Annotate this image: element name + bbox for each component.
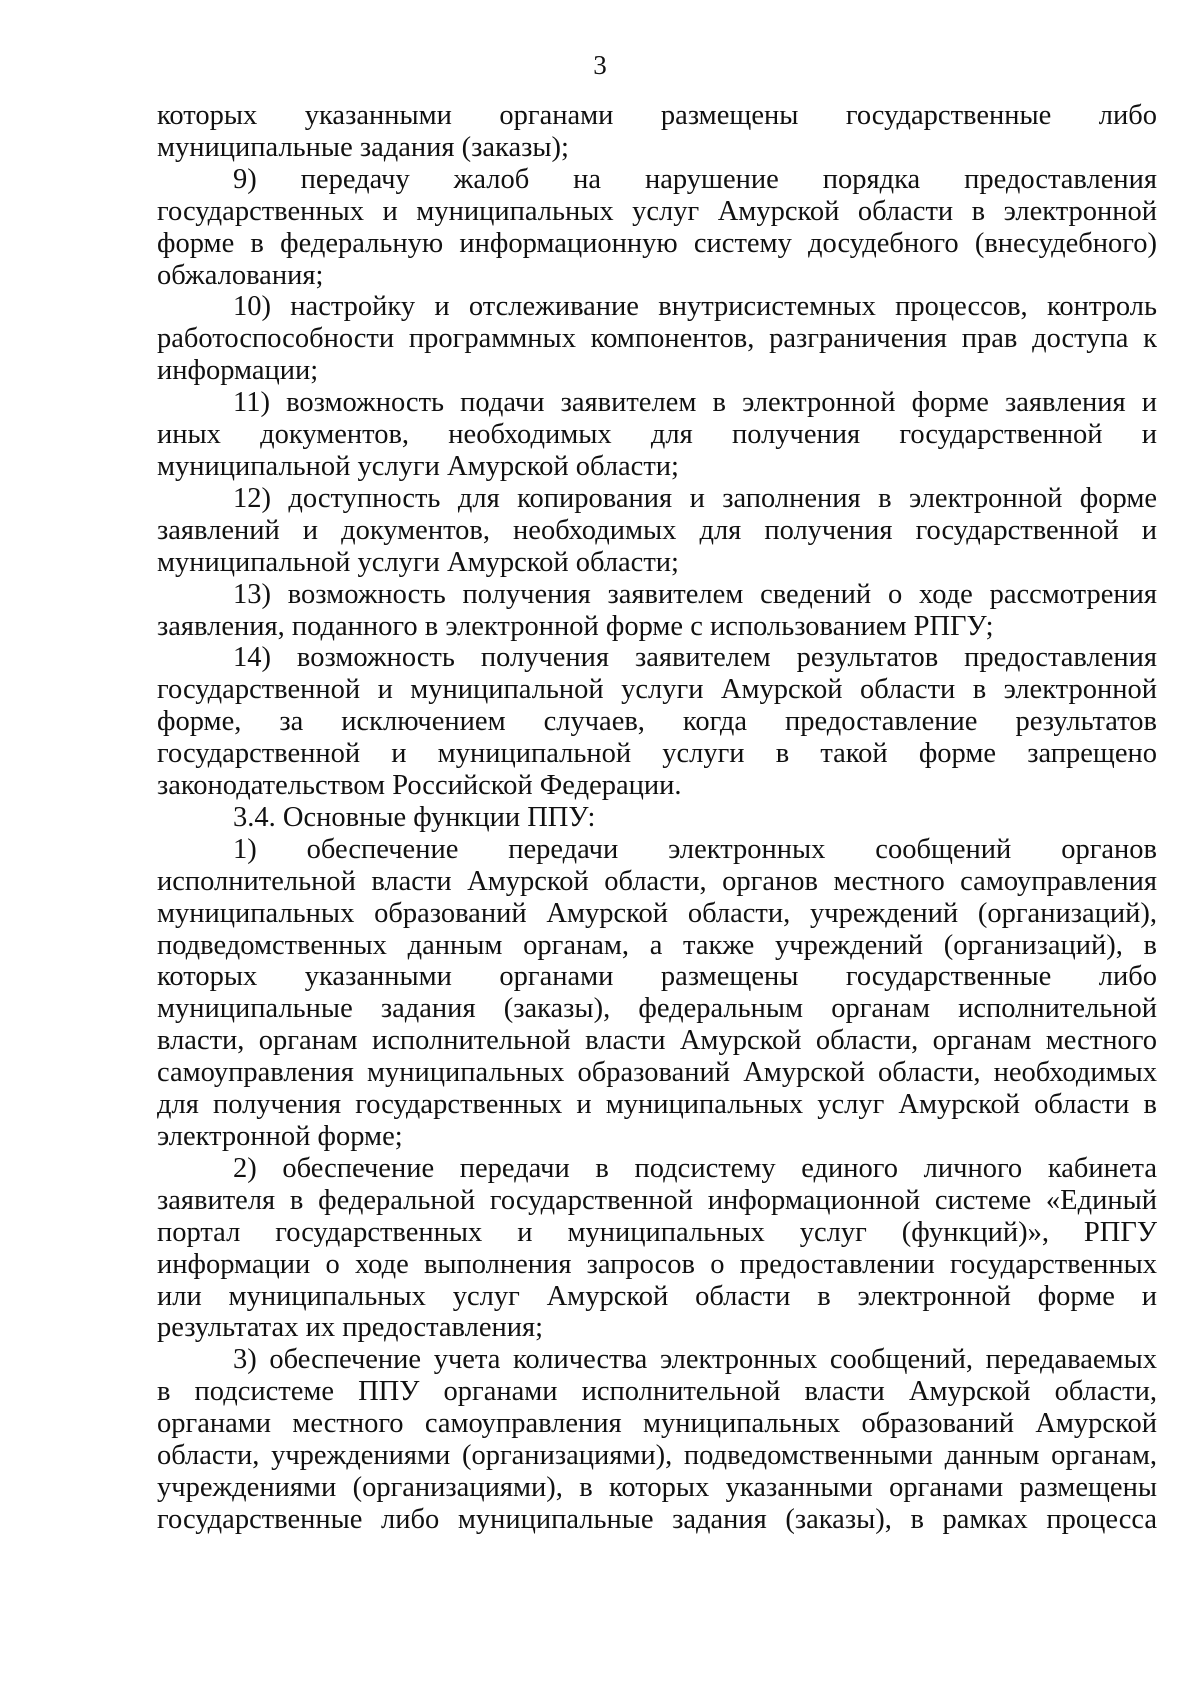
text-line: в подсистеме ППУ органами исполнительной власти Амурской области, — [157, 1376, 1157, 1408]
text-line: 14) возможность получения заявителем результатов предоставления — [233, 642, 1157, 674]
paragraph — [157, 642, 1157, 802]
text-line: самоуправления муниципальных образований Амурской области, необходимых — [157, 1057, 1157, 1089]
document-body — [157, 100, 1157, 1536]
paragraph — [157, 1344, 1157, 1535]
text-line: которых указанными органами размещены государственные либо — [157, 961, 1157, 993]
text-line: иных документов, необходимых для получения государственной и — [157, 419, 1157, 451]
text-line: государственные либо муниципальные задания (заказы), в рамках процесса — [157, 1503, 1157, 1535]
text-line: 10) настройку и отслеживание внутрисистемных процессов, контроль — [233, 291, 1157, 323]
text-line: 1) обеспечение передачи электронных сообщений органов — [233, 833, 1157, 865]
paragraph — [157, 100, 1157, 164]
text-line: форме в федеральную информационную систему досудебного (внесудебного) — [157, 227, 1157, 259]
text-line: муниципальные задания (заказы), федеральным органам исполнительной — [157, 993, 1157, 1025]
text-line: заявлений и документов, необходимых для получения государственной и — [157, 514, 1157, 546]
text-line: законодательством Российской Федерации. — [157, 770, 682, 802]
text-line: 12) доступность для копирования и заполнения в электронной форме — [233, 482, 1157, 514]
page-number: 3 — [593, 50, 607, 80]
text-line: электронной форме; — [157, 1121, 403, 1152]
text-line: 2) обеспечение передачи в подсистему единого личного кабинета — [233, 1152, 1157, 1184]
paragraph — [157, 802, 1157, 834]
paragraph — [157, 483, 1157, 579]
paragraph — [157, 579, 1157, 643]
paragraph — [157, 387, 1157, 483]
text-line: государственной и муниципальной услуги в такой форме запрещено — [157, 738, 1157, 770]
text-line: 11) возможность подачи заявителем в электронной форме заявления и — [233, 387, 1157, 419]
text-line: информации о ходе выполнения запросов о предоставлении государственных — [157, 1248, 1157, 1280]
text-line: муниципальной услуги Амурской области; — [157, 450, 679, 482]
text-line: органами местного самоуправления муниципальных образований Амурской — [157, 1408, 1157, 1440]
text-line: подведомственных данным органам, а также учреждений (организаций), в — [157, 929, 1157, 961]
paragraph — [157, 164, 1157, 292]
text-line: муниципальной услуги Амурской области; — [157, 546, 679, 578]
paragraph — [157, 1153, 1157, 1344]
text-line: исполнительной власти Амурской области, органов местного самоуправления — [157, 865, 1157, 897]
text-line: для получения государственных и муниципальных услуг Амурской области в — [157, 1089, 1157, 1121]
text-line: которых указанными органами размещены государственные либо — [157, 100, 1157, 131]
text-line: муниципальных образований Амурской области, учреждений (организаций), — [157, 897, 1157, 929]
text-line: форме, за исключением случаев, когда предоставление результатов — [157, 706, 1157, 738]
text-line: портал государственных и муниципальных услуг (функций)», РПГУ — [157, 1216, 1157, 1248]
text-line: результатах их предоставления; — [157, 1312, 544, 1344]
text-line: власти, органам исполнительной власти Амурской области, органам местного — [157, 1025, 1157, 1057]
text-line: заявителя в федеральной государственной информационной системе «Единый — [157, 1184, 1157, 1216]
text-line: учреждениями (организациями), в которых указанными органами размещены — [157, 1471, 1157, 1503]
text-line: информации; — [157, 355, 319, 387]
text-line: 3.4. Основные функции ППУ: — [233, 801, 596, 833]
paragraph — [157, 291, 1157, 387]
text-line: или муниципальных услуг Амурской области в электронной форме и — [157, 1280, 1157, 1312]
text-line: заявления, поданного в электронной форме с использованием РПГУ; — [157, 610, 994, 642]
text-line: 3) обеспечение учета количества электронных сообщений, передаваемых — [233, 1344, 1157, 1376]
text-line: государственных и муниципальных услуг Амурской области в электронной — [157, 195, 1157, 227]
text-line: области, учреждениями (организациями), подведомственными данным органам, — [157, 1440, 1157, 1472]
text-line: работоспособности программных компонентов, разграничения прав доступа к — [157, 323, 1157, 355]
text-line: муниципальные задания (заказы); — [157, 131, 569, 163]
text-line: государственной и муниципальной услуги Амурской области в электронной — [157, 674, 1157, 706]
text-line: обжалования; — [157, 259, 324, 291]
text-line: 9) передачу жалоб на нарушение порядка предоставления — [233, 163, 1157, 195]
paragraph — [157, 834, 1157, 1153]
text-line: 13) возможность получения заявителем сведений о ходе рассмотрения — [233, 578, 1157, 610]
